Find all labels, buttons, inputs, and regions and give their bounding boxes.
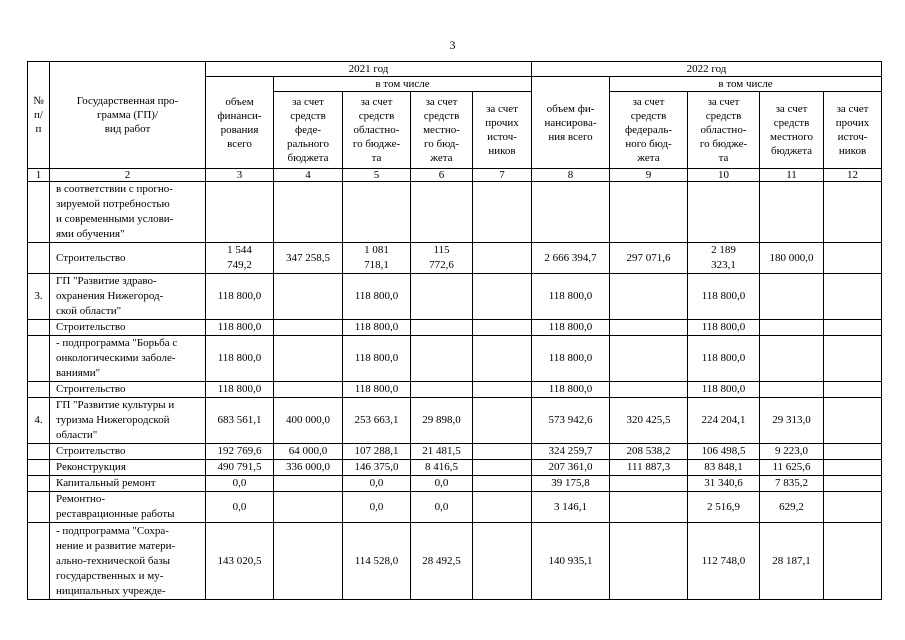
cell-2021-other: [473, 492, 532, 523]
cell-2022-federal: 208 538,2: [610, 444, 688, 460]
row-name: в соответствии с прогно- зируемой потребностью и современными услови- ями обучения": [50, 182, 206, 243]
cell-2022-federal: [610, 274, 688, 320]
header-2021-including: в том числе: [274, 77, 532, 92]
cell-2022-other: [824, 382, 882, 398]
header-2021-regional: за счет средств областно- го бюдже- та: [343, 92, 411, 169]
header-2021-federal: за счет средств феде- рального бюджета: [274, 92, 343, 169]
header-2022-including: в том числе: [610, 77, 882, 92]
column-number: 10: [688, 169, 760, 182]
cell-2021-total: 118 800,0: [206, 274, 274, 320]
row-number: [28, 460, 50, 476]
cell-2021-regional: 0,0: [343, 492, 411, 523]
header-program-name: Государственная про- грамма (ГП)/ вид работ: [50, 62, 206, 169]
cell-2021-local: [411, 336, 473, 382]
cell-2021-other: [473, 320, 532, 336]
cell-2021-total: 0,0: [206, 476, 274, 492]
cell-2021-regional: 114 528,0: [343, 523, 411, 600]
row-name: - подпрограмма "Сохра- нение и развитие матери- ально-технической базы государственных и му- ниципальных учрежде-: [50, 523, 206, 600]
cell-2021-regional: 1 081 718,1: [343, 243, 411, 274]
cell-2021-other: [473, 243, 532, 274]
cell-2021-other: [473, 460, 532, 476]
page-number: 3: [449, 38, 456, 52]
table-row: [28, 274, 882, 320]
cell-2021-other: [473, 336, 532, 382]
column-number: 5: [343, 169, 411, 182]
cell-2021-total: 143 020,5: [206, 523, 274, 600]
cell-2022-local: 11 625,6: [760, 460, 824, 476]
cell-2022-federal: [610, 336, 688, 382]
cell-2022-other: [824, 492, 882, 523]
cell-2021-other: [473, 274, 532, 320]
financing-table: [27, 61, 882, 600]
cell-2021-total: [206, 182, 274, 243]
cell-2021-federal: [274, 476, 343, 492]
cell-2022-federal: [610, 476, 688, 492]
cell-2021-other: [473, 182, 532, 243]
cell-2022-local: [760, 336, 824, 382]
cell-2022-total: 3 146,1: [532, 492, 610, 523]
cell-2021-regional: 0,0: [343, 476, 411, 492]
cell-2021-federal: [274, 274, 343, 320]
cell-2022-total: 207 361,0: [532, 460, 610, 476]
row-name: Реконструкция: [50, 460, 206, 476]
cell-2022-other: [824, 320, 882, 336]
cell-2022-total: 39 175,8: [532, 476, 610, 492]
row-name: ГП "Развитие здраво- охранения Нижегород- ской области": [50, 274, 206, 320]
cell-2021-federal: [274, 382, 343, 398]
column-number: 11: [760, 169, 824, 182]
cell-2021-local: [411, 182, 473, 243]
cell-2022-regional: 224 204,1: [688, 398, 760, 444]
cell-2022-federal: 320 425,5: [610, 398, 688, 444]
cell-2022-local: 7 835,2: [760, 476, 824, 492]
row-number: 3.: [28, 274, 50, 320]
cell-2021-local: 8 416,5: [411, 460, 473, 476]
table-row: [28, 320, 882, 336]
header-year-2021: 2021 год: [206, 62, 532, 77]
cell-2021-regional: 118 800,0: [343, 382, 411, 398]
row-name: ГП "Развитие культуры и туризма Нижегородской области": [50, 398, 206, 444]
row-name: Строительство: [50, 243, 206, 274]
cell-2021-federal: 400 000,0: [274, 398, 343, 444]
row-number: [28, 320, 50, 336]
cell-2022-other: [824, 476, 882, 492]
cell-2021-federal: [274, 182, 343, 243]
cell-2022-total: 118 800,0: [532, 336, 610, 382]
cell-2021-local: [411, 320, 473, 336]
column-number: 2: [50, 169, 206, 182]
cell-2021-total: 118 800,0: [206, 382, 274, 398]
column-number: 7: [473, 169, 532, 182]
cell-2022-local: 29 313,0: [760, 398, 824, 444]
table-row: [28, 182, 882, 243]
table-row: [28, 523, 882, 600]
cell-2021-total: 192 769,6: [206, 444, 274, 460]
cell-2022-local: [760, 182, 824, 243]
row-number: 4.: [28, 398, 50, 444]
cell-2022-regional: 118 800,0: [688, 336, 760, 382]
cell-2021-regional: [343, 182, 411, 243]
column-number: 3: [206, 169, 274, 182]
cell-2021-federal: 336 000,0: [274, 460, 343, 476]
cell-2021-federal: [274, 320, 343, 336]
cell-2022-local: [760, 382, 824, 398]
cell-2022-federal: [610, 382, 688, 398]
cell-2021-total: 683 561,1: [206, 398, 274, 444]
cell-2022-local: [760, 274, 824, 320]
cell-2022-total: [532, 182, 610, 243]
header-2022-total: объем фи- нансирова- ния всего: [532, 77, 610, 169]
cell-2021-other: [473, 382, 532, 398]
cell-2022-local: 9 223,0: [760, 444, 824, 460]
cell-2021-federal: [274, 336, 343, 382]
cell-2022-total: 118 800,0: [532, 382, 610, 398]
cell-2021-federal: 64 000,0: [274, 444, 343, 460]
row-number: [28, 444, 50, 460]
header-2022-regional: за счет средств областно- го бюдже- та: [688, 92, 760, 169]
cell-2021-regional: 146 375,0: [343, 460, 411, 476]
cell-2022-federal: [610, 492, 688, 523]
cell-2021-other: [473, 444, 532, 460]
table-row: [28, 243, 882, 274]
cell-2022-federal: [610, 182, 688, 243]
cell-2022-regional: 83 848,1: [688, 460, 760, 476]
cell-2022-other: [824, 336, 882, 382]
table-row: [28, 492, 882, 523]
row-name: Строительство: [50, 444, 206, 460]
cell-2021-local: [411, 274, 473, 320]
column-number: 6: [411, 169, 473, 182]
cell-2022-other: [824, 523, 882, 600]
cell-2022-total: 140 935,1: [532, 523, 610, 600]
cell-2021-regional: 107 288,1: [343, 444, 411, 460]
header-2022-local: за счет средств местного бюджета: [760, 92, 824, 169]
cell-2021-regional: 118 800,0: [343, 274, 411, 320]
cell-2022-total: 2 666 394,7: [532, 243, 610, 274]
cell-2021-local: 0,0: [411, 492, 473, 523]
table-row: [28, 476, 882, 492]
cell-2021-local: 0,0: [411, 476, 473, 492]
cell-2021-other: [473, 476, 532, 492]
cell-2022-other: [824, 460, 882, 476]
cell-2021-other: [473, 398, 532, 444]
cell-2022-local: 28 187,1: [760, 523, 824, 600]
cell-2022-federal: 111 887,3: [610, 460, 688, 476]
row-number: [28, 476, 50, 492]
table-row: [28, 460, 882, 476]
header-2021-total: объем финанси- рования всего: [206, 77, 274, 169]
column-number: 4: [274, 169, 343, 182]
table-row: [28, 444, 882, 460]
row-name: Строительство: [50, 382, 206, 398]
cell-2022-local: [760, 320, 824, 336]
cell-2021-local: 21 481,5: [411, 444, 473, 460]
cell-2021-federal: [274, 492, 343, 523]
cell-2022-total: 118 800,0: [532, 274, 610, 320]
row-number: [28, 336, 50, 382]
row-number: [28, 182, 50, 243]
row-name: Ремонтно- реставрационные работы: [50, 492, 206, 523]
column-number: 1: [28, 169, 50, 182]
cell-2021-local: 28 492,5: [411, 523, 473, 600]
row-name: Строительство: [50, 320, 206, 336]
cell-2022-federal: [610, 523, 688, 600]
cell-2022-regional: 118 800,0: [688, 320, 760, 336]
column-number: 9: [610, 169, 688, 182]
cell-2022-regional: 2 516,9: [688, 492, 760, 523]
header-year-2022: 2022 год: [532, 62, 882, 77]
cell-2022-regional: 118 800,0: [688, 382, 760, 398]
cell-2021-total: 118 800,0: [206, 320, 274, 336]
cell-2022-local: 180 000,0: [760, 243, 824, 274]
row-number: [28, 492, 50, 523]
cell-2022-regional: 31 340,6: [688, 476, 760, 492]
cell-2022-federal: 297 071,6: [610, 243, 688, 274]
cell-2022-total: 324 259,7: [532, 444, 610, 460]
row-name: - подпрограмма "Борьба с онкологическими заболе- ваниями": [50, 336, 206, 382]
cell-2022-other: [824, 274, 882, 320]
column-number: 8: [532, 169, 610, 182]
cell-2021-federal: [274, 523, 343, 600]
cell-2022-regional: 106 498,5: [688, 444, 760, 460]
cell-2021-total: 490 791,5: [206, 460, 274, 476]
table-body: [28, 182, 882, 600]
cell-2021-local: [411, 382, 473, 398]
row-number: [28, 523, 50, 600]
cell-2021-local: 115 772,6: [411, 243, 473, 274]
table-row: [28, 382, 882, 398]
row-number: [28, 382, 50, 398]
table-row: [28, 336, 882, 382]
table-row: [28, 398, 882, 444]
column-number: 12: [824, 169, 882, 182]
table-header: [28, 62, 882, 182]
header-2022-other: за счет прочих источ- ников: [824, 92, 882, 169]
header-2021-other: за счет прочих источ- ников: [473, 92, 532, 169]
cell-2021-total: 1 544 749,2: [206, 243, 274, 274]
cell-2022-total: 573 942,6: [532, 398, 610, 444]
cell-2022-regional: 2 189 323,1: [688, 243, 760, 274]
cell-2021-total: 118 800,0: [206, 336, 274, 382]
row-number: [28, 243, 50, 274]
cell-2022-federal: [610, 320, 688, 336]
header-2022-federal: за счет средств федераль- ного бюд- жета: [610, 92, 688, 169]
cell-2021-federal: 347 258,5: [274, 243, 343, 274]
cell-2022-regional: [688, 182, 760, 243]
header-row-number: № п/ п: [28, 62, 50, 169]
cell-2022-local: 629,2: [760, 492, 824, 523]
cell-2022-total: 118 800,0: [532, 320, 610, 336]
cell-2022-other: [824, 398, 882, 444]
cell-2021-local: 29 898,0: [411, 398, 473, 444]
row-name: Капитальный ремонт: [50, 476, 206, 492]
cell-2022-regional: 118 800,0: [688, 274, 760, 320]
cell-2021-total: 0,0: [206, 492, 274, 523]
cell-2021-regional: 118 800,0: [343, 336, 411, 382]
cell-2022-other: [824, 444, 882, 460]
cell-2021-regional: 118 800,0: [343, 320, 411, 336]
cell-2022-other: [824, 243, 882, 274]
header-2021-local: за счет средств местно- го бюд- жета: [411, 92, 473, 169]
cell-2022-other: [824, 182, 882, 243]
cell-2021-regional: 253 663,1: [343, 398, 411, 444]
cell-2021-other: [473, 523, 532, 600]
cell-2022-regional: 112 748,0: [688, 523, 760, 600]
